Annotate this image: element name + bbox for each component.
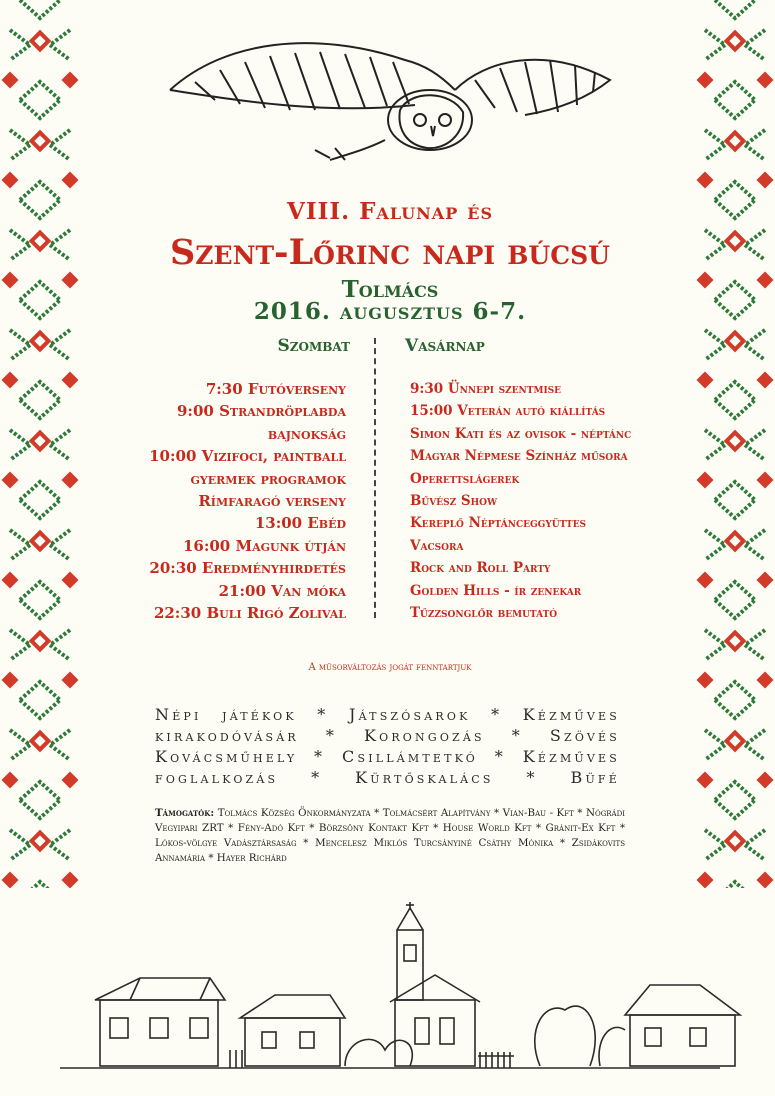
- program-item: Operettslágerek: [410, 470, 520, 487]
- event-location: Tolmács: [341, 276, 439, 303]
- program-item: 9:30 Ünnepi szentmise: [410, 381, 562, 397]
- program-item: Simon Kati és az ovisok - néptánc: [410, 425, 632, 442]
- program-item: 7:30 Futóverseny: [205, 380, 346, 398]
- activities-block: [155, 704, 620, 788]
- program-item: Rock and Roll Party: [410, 560, 551, 577]
- sponsors-block: [155, 806, 625, 866]
- program-item: 10:00 Vizifoci, paintball: [149, 447, 346, 466]
- program-item: 16:00 Magunk útján: [182, 536, 346, 555]
- program-item: Rímfaragó verseny: [198, 491, 346, 510]
- program-item: 13:00 Ebéd: [254, 514, 346, 533]
- sunday-heading: Vasárnap: [405, 336, 485, 356]
- schedule-divider: [374, 338, 376, 618]
- program-item: 22:30 Buli Rigó Zolival: [153, 603, 346, 622]
- program-item: 20:30 Eredményhirdetés: [149, 559, 346, 578]
- activities-line: kirakodóvásár * Korongozás * Szövés: [155, 726, 620, 745]
- program-item: 15:00 Veterán autó kiállítás: [410, 403, 606, 420]
- program-item: gyermek programok: [190, 469, 346, 488]
- program-item: Bűvész Show: [410, 492, 498, 509]
- sunday-program-list: [410, 378, 695, 624]
- event-date: 2016. augusztus 6-7.: [253, 298, 527, 325]
- program-item: bajnokság: [267, 424, 346, 443]
- activities-line: Népi játékok * Játszósarok * Kézműves: [155, 705, 620, 724]
- embroidery-border-left: [0, 0, 80, 888]
- owl-illustration: [165, 20, 615, 170]
- sponsors-text: Tolmács Község Önkormányzata * Tolmácsért Alapítvány * Vian-Bau - Kft * Nógrádi Vegyipari ZRT * Fény-Adó Kft * Börzsöny Kontakt Kft * House World Kft * Gránit-Ex Kft * Lókos-völgye Vadásztársaság * Mencelesz Miklós Turcsányiné Csáthy Mónika * Zsidákovits Annamária * Hayer Richárd: [155, 807, 625, 864]
- program-change-notice: A műsorváltozás jogát fenntartjuk: [308, 662, 472, 673]
- program-item: Vacsora: [410, 537, 464, 554]
- sponsors-label: Támogatók:: [155, 807, 215, 819]
- saturday-heading: Szombat: [277, 336, 350, 356]
- program-item: 9:00 Strandröplabda: [177, 402, 346, 421]
- program-item: Magyar Népmese Színház műsora: [410, 448, 628, 465]
- village-illustration: [0, 900, 775, 1096]
- saturday-program-list: [90, 378, 346, 624]
- activities-line: foglalkozás * Kürtőskalács * Büfé: [155, 768, 620, 787]
- program-item: 21:00 Van móka: [218, 581, 346, 600]
- program-item: Kereplő Néptánceggyüttes: [410, 515, 587, 532]
- embroidery-border-right: [695, 0, 775, 888]
- program-item: Tűzzsonglőr bemutató: [410, 604, 558, 621]
- activities-line: Kovácsműhely * Csillámtetkó * Kézműves: [155, 747, 620, 766]
- event-edition-title: VIII. Falunap és: [286, 198, 494, 225]
- event-main-title: Szent-Lőrinc napi búcsú: [170, 232, 610, 273]
- program-item: Golden Hills - ír zenekar: [410, 582, 582, 599]
